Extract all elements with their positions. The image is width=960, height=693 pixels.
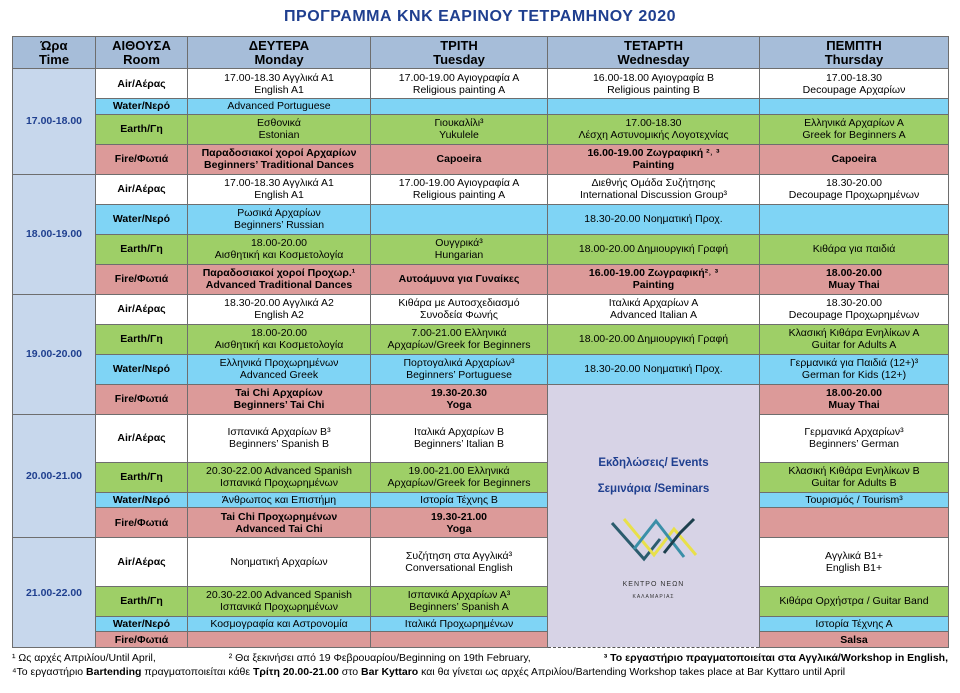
table-row: [13, 264, 949, 294]
class-cell: 18.30-20.00 Αγγλικά Α2 English A2: [188, 294, 371, 324]
class-cell: Salsa: [760, 632, 949, 648]
time-slot: 18.00-19.00: [13, 174, 96, 294]
class-cell: 16.00-19.00 Ζωγραφική²˒ ³ Painting: [548, 264, 760, 294]
class-cell: Ουγγρικά³ Hungarian: [371, 234, 548, 264]
class-cell: 17.00-18.30 Αγγλικά Α1 English A1: [188, 69, 371, 99]
table-row: [13, 99, 949, 115]
logo-text: ΚΕΝΤΡΟ ΝΕΩΝ: [622, 580, 685, 588]
class-cell: 20.30-22.00 Advanced Spanish Ισπανικά Προχωρημένων: [188, 462, 371, 492]
class-cell: Ιστορία Τέχνης Β: [371, 492, 548, 508]
schedule-table: [12, 36, 949, 648]
class-cell: 17.00-19.00 Αγιογραφία Α Religious painting A: [371, 174, 548, 204]
class-cell: 19.30-20.30 Yoga: [371, 384, 548, 414]
class-cell: Ελληνικά Αρχαρίων Α Greek for Beginners A: [760, 114, 949, 144]
class-cell: 18.00-20.00 Αισθητική και Κοσμετολογία: [188, 324, 371, 354]
footnote-4: ⁴Το εργαστήριο Bartending πραγματοποιείται κάθε Τρίτη 20.00-21.00 στο Bar Kyttaro και θα γίνεται ως αρχές Απριλίου/Bartending Workshop takes place at Bar Kyttaro until April: [12, 666, 846, 678]
class-cell: 16.00-19.00 Ζωγραφική ²˒ ³ Painting: [548, 144, 760, 174]
table-row: [13, 324, 949, 354]
room-label: Air/Αέρας: [96, 414, 188, 462]
class-cell: 7.00-21.00 Ελληνικά Αρχαρίων/Greek for Beginners: [371, 324, 548, 354]
class-cell: [760, 99, 949, 115]
class-cell: Παραδοσιακοί χοροί Αρχαρίων Beginners’ Traditional Dances: [188, 144, 371, 174]
header-wednesday: ΤΕΤΑΡΤΗ Wednesday: [548, 37, 760, 69]
class-cell: Γερμανικά για Παιδιά (12+)³ German for Kids (12+): [760, 354, 949, 384]
class-cell: 18.00-20.00 Muay Thai: [760, 264, 949, 294]
class-cell: Ιταλικά Προχωρημένων: [371, 616, 548, 632]
class-cell: [371, 99, 548, 115]
room-label: Water/Νερό: [96, 354, 188, 384]
room-label: Air/Αέρας: [96, 538, 188, 586]
room-label: Water/Νερό: [96, 492, 188, 508]
header-row: [13, 37, 949, 69]
class-cell: Κλασική Κιθάρα Ενηλίκων Β Guitar for Adults B: [760, 462, 949, 492]
time-slot: 17.00-18.00: [13, 69, 96, 175]
footnotes: [12, 651, 948, 679]
room-label: Air/Αέρας: [96, 294, 188, 324]
table-row: [13, 538, 949, 586]
class-cell: Ιταλικά Αρχαρίων Β Beginners’ Italian B: [371, 414, 548, 462]
class-cell: Ρωσικά Αρχαρίων Beginners’ Russian: [188, 204, 371, 234]
class-cell: 18.00-20.00 Αισθητική και Κοσμετολογία: [188, 234, 371, 264]
table-row: [13, 174, 949, 204]
class-cell: 17.00-18.30 Αγγλικά Α1 English A1: [188, 174, 371, 204]
class-cell: [548, 99, 760, 115]
table-row: [13, 492, 949, 508]
class-cell: Κιθάρα για παιδιά: [760, 234, 949, 264]
room-label: Earth/Γη: [96, 324, 188, 354]
class-cell: Capoeira: [760, 144, 949, 174]
kentro-neon-logo-icon: [604, 509, 704, 579]
table-row: [13, 234, 949, 264]
header-time: Ώρα Time: [13, 37, 96, 69]
table-row: [13, 204, 949, 234]
header-tuesday: ΤΡΙΤΗ Tuesday: [371, 37, 548, 69]
room-label: Earth/Γη: [96, 586, 188, 616]
class-cell: 18.30-20.00 Decoupage Προχωρημένων: [760, 294, 949, 324]
class-cell: Capoeira: [371, 144, 548, 174]
room-label: Fire/Φωτιά: [96, 632, 188, 648]
class-cell: 18.30-20.00 Decoupage Προχωρημένων: [760, 174, 949, 204]
time-slot: 21.00-22.00: [13, 538, 96, 648]
room-label: Fire/Φωτιά: [96, 144, 188, 174]
time-slot: 20.00-21.00: [13, 414, 96, 538]
class-cell: 17.00-18.30 Decoupage Αρχαρίων: [760, 69, 949, 99]
class-cell: Αγγλικά Β1+ English B1+: [760, 538, 949, 586]
page-title: ΠΡΟΓΡΑΜΜΑ ΚΝΚ ΕΑΡΙΝΟΥ ΤΕΤΡΑΜΗΝΟΥ 2020: [283, 8, 676, 25]
class-cell: Κιθάρα με Αυτοσχεδιασμό Συνοδεία Φωνής: [371, 294, 548, 324]
class-cell: Αυτοάμυνα για Γυναίκες: [371, 264, 548, 294]
class-cell: Ιταλικά Αρχαρίων Α Advanced Italian A: [548, 294, 760, 324]
room-label: Water/Νερό: [96, 616, 188, 632]
class-cell: Διεθνής Ομάδα Συζήτησης International Discussion Group³: [548, 174, 760, 204]
events-panel: [548, 384, 760, 647]
class-cell: Κλασική Κιθάρα Ενηλίκων Α Guitar for Adults A: [760, 324, 949, 354]
time-slot: 19.00-20.00: [13, 294, 96, 414]
room-label: Earth/Γη: [96, 462, 188, 492]
class-cell: 18.30-20.00 Νοηματική Προχ.: [548, 204, 760, 234]
room-label: Water/Νερό: [96, 99, 188, 115]
class-cell: Γερμανικά Αρχαρίων³ Beginners’ German: [760, 414, 949, 462]
room-label: Air/Αέρας: [96, 69, 188, 99]
room-label: Earth/Γη: [96, 114, 188, 144]
class-cell: Νοηματική Αρχαρίων: [188, 538, 371, 586]
class-cell: [371, 632, 548, 648]
table-row: [13, 354, 949, 384]
table-row: [13, 462, 949, 492]
class-cell: Ισπανικά Αρχαρίων Α³ Beginners’ Spanish A: [371, 586, 548, 616]
table-row: [13, 294, 949, 324]
class-cell: 17.00-18.30 Λέσχη Αστυνομικής Λογοτεχνίας: [548, 114, 760, 144]
class-cell: Tai Chi Προχωρημένων Advanced Tai Chi: [188, 508, 371, 538]
room-label: Fire/Φωτιά: [96, 384, 188, 414]
seminars-title: Σεμινάρια /Seminars: [597, 482, 710, 495]
class-cell: 18.00-20.00 Δημιουργική Γραφή: [548, 234, 760, 264]
logo-subtext: ΚΑΛΑΜΑΡΙΑΣ: [632, 593, 675, 600]
room-label: Air/Αέρας: [96, 174, 188, 204]
class-cell: [371, 204, 548, 234]
class-cell: Συζήτηση στα Αγγλικά³ Conversational English: [371, 538, 548, 586]
class-cell: Γιουκαλίλι³ Yukulele: [371, 114, 548, 144]
class-cell: Κιθάρα Ορχήστρα / Guitar Band: [760, 586, 949, 616]
table-row: [13, 144, 949, 174]
table-row: [13, 616, 949, 632]
table-row: [13, 114, 949, 144]
class-cell: 20.30-22.00 Advanced Spanish Ισπανικά Προχωρημένων: [188, 586, 371, 616]
class-cell: [188, 632, 371, 648]
class-cell: Ιστορία Τέχνης Α: [760, 616, 949, 632]
table-row: [13, 69, 949, 99]
class-cell: Κοσμογραφία και Αστρονομία: [188, 616, 371, 632]
table-row: [13, 384, 949, 414]
room-label: Fire/Φωτιά: [96, 508, 188, 538]
class-cell: [760, 204, 949, 234]
class-cell: Τουρισμός / Tourism³: [760, 492, 949, 508]
header-monday: ΔΕΥΤΕΡΑ Monday: [188, 37, 371, 69]
table-row: [13, 586, 949, 616]
class-cell: 19.00-21.00 Ελληνικά Αρχαρίων/Greek for Beginners: [371, 462, 548, 492]
class-cell: 16.00-18.00 Αγιογραφία Β Religious painting B: [548, 69, 760, 99]
room-label: Earth/Γη: [96, 234, 188, 264]
class-cell: 18.00-20.00 Muay Thai: [760, 384, 949, 414]
class-cell: 19.30-21.00 Yoga: [371, 508, 548, 538]
class-cell: Άνθρωπος και Επιστήμη: [188, 492, 371, 508]
class-cell: Ελληνικά Προχωρημένων Advanced Greek: [188, 354, 371, 384]
class-cell: [760, 508, 949, 538]
header-room: ΑΙΘΟΥΣΑ Room: [96, 37, 188, 69]
footnote-1: ¹ Ως αρχές Απριλίου/Until April,: [12, 652, 156, 664]
room-label: Water/Νερό: [96, 204, 188, 234]
class-cell: Παραδοσιακοί χοροί Προχωρ.¹ Advanced Traditional Dances: [188, 264, 371, 294]
footnote-3: ³ Το εργαστήριο πραγματοποιείται στα Αγγλικά/Workshop in English,: [603, 652, 948, 664]
room-label: Fire/Φωτιά: [96, 264, 188, 294]
footnote-2: ² Θα ξεκινήσει από 19 Φεβρουαρίου/Beginning on 19th February,: [228, 652, 531, 664]
class-cell: Πορτογαλικά Αρχαρίων³ Beginners’ Portuguese: [371, 354, 548, 384]
class-cell: 17.00-19.00 Αγιογραφία Α Religious painting A: [371, 69, 548, 99]
header-thursday: ΠΕΜΠΤΗ Thursday: [760, 37, 949, 69]
table-row: [13, 508, 949, 538]
class-cell: Εσθονικά Estonian: [188, 114, 371, 144]
class-cell: 18.30-20.00 Νοηματική Προχ.: [548, 354, 760, 384]
table-row: [13, 414, 949, 462]
class-cell: Ισπανικά Αρχαρίων Β³ Beginners’ Spanish B: [188, 414, 371, 462]
footnotes-row: [12, 651, 948, 665]
class-cell: Advanced Portuguese: [188, 99, 371, 115]
class-cell: 18.00-20.00 Δημιουργική Γραφή: [548, 324, 760, 354]
events-title: Εκδηλώσεις/ Events: [598, 456, 709, 469]
class-cell: Tai Chi Αρχαρίων Beginners’ Tai Chi: [188, 384, 371, 414]
table-row: [13, 632, 949, 648]
